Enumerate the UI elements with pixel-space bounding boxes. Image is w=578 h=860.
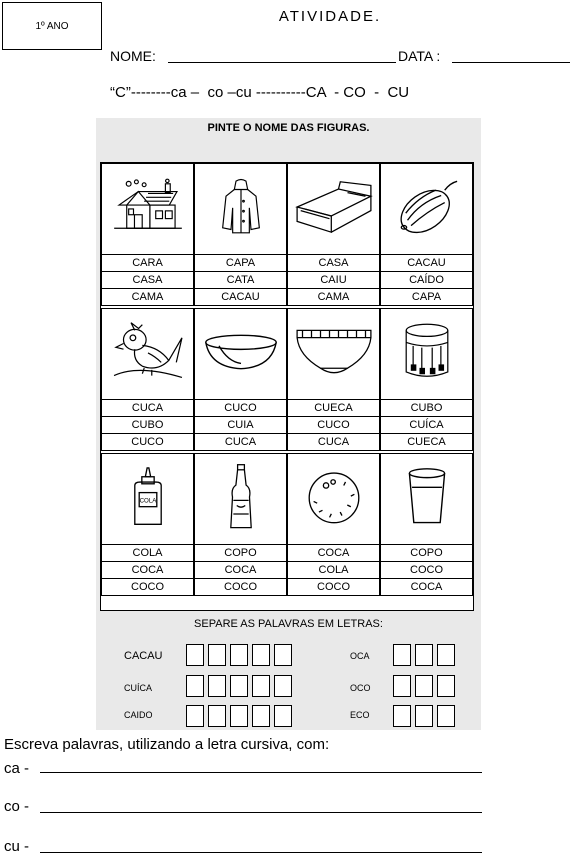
word-option[interactable]: CAPA [194,255,287,272]
cursive-row-label: cu - [4,838,30,855]
figure-picture [287,163,380,255]
word-option[interactable]: CUCA [287,434,380,451]
word-option[interactable]: CUECA [380,434,473,451]
letter-box[interactable] [252,675,270,697]
separate-word: CUÍCA [124,683,153,693]
word-option[interactable]: COCA [380,579,473,596]
letter-box[interactable] [415,644,433,666]
word-option[interactable]: CACAU [380,255,473,272]
word-option[interactable]: CAMA [287,289,380,306]
separate-title: SEPARE AS PALAVRAS EM LETRAS: [194,618,383,630]
word-option[interactable]: COCA [101,562,194,579]
letter-box[interactable] [437,705,455,727]
grade-label: 1º ANO [35,20,69,32]
word-option[interactable]: CUCA [194,434,287,451]
cursive-row-label: ca - [4,760,30,777]
word-option[interactable]: CUBO [380,400,473,417]
word-option[interactable]: CUCO [194,400,287,417]
letter-box[interactable] [393,675,411,697]
letter-box[interactable] [230,644,248,666]
letter-box[interactable] [393,644,411,666]
word-option[interactable]: COCO [101,579,194,596]
letter-box[interactable] [230,705,248,727]
figure-grid [100,162,474,611]
figure-picture [101,453,194,545]
word-option[interactable]: CUCA [101,400,194,417]
letter-box[interactable] [437,644,455,666]
name-field[interactable] [168,62,396,63]
word-option[interactable]: CUECA [287,400,380,417]
word-option[interactable]: COCA [287,545,380,562]
cursive-row-label: co - [4,798,30,815]
word-option[interactable]: CAÍDO [380,272,473,289]
letter-box[interactable] [186,675,204,697]
letter-box[interactable] [274,675,292,697]
letter-box[interactable] [186,644,204,666]
letter-box[interactable] [393,705,411,727]
bed-icon [293,180,375,239]
letter-box[interactable] [274,644,292,666]
word-option[interactable]: CUCO [287,417,380,434]
letter-box[interactable] [415,675,433,697]
letter-box[interactable] [208,705,226,727]
cursive-line-cu[interactable] [40,852,482,853]
syllables-line: “C”--------ca – co –cu ----------CA - CO - CU [110,84,410,101]
separate-word: ECO [350,710,370,720]
letter-box[interactable] [415,705,433,727]
separate-word: OCO [350,683,371,693]
word-option[interactable]: COPO [194,545,287,562]
date-field[interactable] [452,62,570,63]
word-option[interactable]: COCO [380,562,473,579]
page-title: ATIVIDADE. [278,8,382,25]
cacao-pod-icon [391,176,463,243]
word-option[interactable]: CUBO [101,417,194,434]
word-option[interactable]: CAMA [101,289,194,306]
instruction-text: PINTE O NOME DAS FIGURAS. [207,122,370,134]
separate-word: CACAU [124,650,163,662]
coconut-icon [303,466,365,533]
word-option[interactable]: CAPA [380,289,473,306]
cube-drum-icon [401,321,453,388]
figure-picture [287,453,380,545]
figure-picture [101,308,194,400]
bird-icon [110,319,186,390]
word-option[interactable]: CASA [101,272,194,289]
underwear-icon [293,325,375,384]
glue-bottle-icon [126,465,170,534]
jacket-icon [216,176,266,243]
separate-word: OCA [350,651,370,661]
word-option[interactable]: CAIU [287,272,380,289]
letter-box[interactable] [252,705,270,727]
soda-bottle-icon [224,461,258,538]
word-option[interactable]: COCA [194,562,287,579]
word-option[interactable]: CARA [101,255,194,272]
letter-box[interactable] [186,705,204,727]
figure-picture [194,453,287,545]
figure-picture [287,308,380,400]
glass-cup-icon [405,465,449,534]
figure-picture [380,163,473,255]
figure-picture [101,163,194,255]
figure-picture [194,163,287,255]
word-option[interactable]: COLA [287,562,380,579]
word-option[interactable]: CATA [194,272,287,289]
word-option[interactable]: CUÍCA [380,417,473,434]
house-icon [109,178,187,241]
figure-picture [194,308,287,400]
letter-box[interactable] [437,675,455,697]
word-option[interactable]: CASA [287,255,380,272]
letter-box[interactable] [252,644,270,666]
separate-word: CAIDO [124,710,153,720]
word-option[interactable]: CUCO [101,434,194,451]
cursive-line-ca[interactable] [40,772,482,773]
letter-box[interactable] [230,675,248,697]
letter-box[interactable] [274,705,292,727]
word-option[interactable]: COLA [101,545,194,562]
letter-box[interactable] [208,675,226,697]
letter-box[interactable] [208,644,226,666]
word-option[interactable]: COPO [380,545,473,562]
word-option[interactable]: CACAU [194,289,287,306]
word-option[interactable]: COCO [194,579,287,596]
bottle-label: COLA [139,496,156,504]
grade-box [2,2,102,50]
gourd-bowl-icon [200,330,282,379]
name-label: NOME: [110,48,156,64]
word-option[interactable]: COCO [287,579,380,596]
date-label: DATA : [398,48,441,64]
figure-picture [380,453,473,545]
figure-picture [380,308,473,400]
cursive-instruction: Escreva palavras, utilizando a letra cursiva, com: [4,736,330,753]
cursive-line-co[interactable] [40,812,482,813]
word-option[interactable]: CUIA [194,417,287,434]
